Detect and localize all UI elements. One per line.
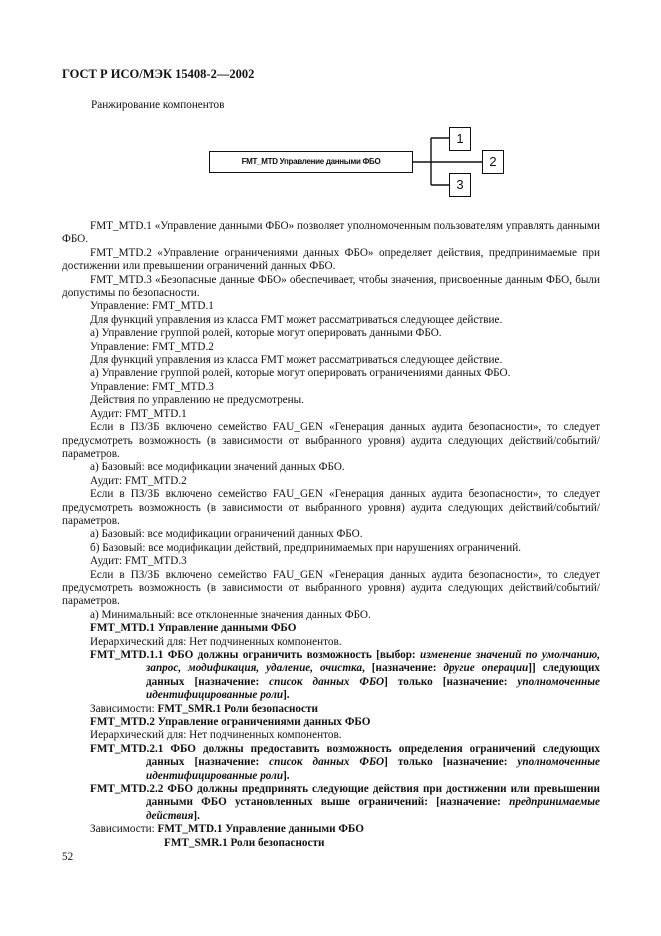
element-text: , [назначение: [362,662,444,675]
dependencies-label: Зависимости: [90,702,158,715]
element-text: ФБО должны предоставить возможность определения ограничений следующих данных [назначение: [146,742,600,769]
document-header: ГОСТ Р ИСО/МЭК 15408-2—2002 [62,67,255,81]
component-box-2: 2 [482,150,504,174]
element-text: ]. [283,689,290,702]
component-box-1: 1 [449,127,471,151]
component-title: FMT_MTD.1 Управление данными ФБО [90,622,297,635]
element-text: уполномоченные идентифицированные роли [146,756,600,782]
element-fmt-mtd-2-2 [62,783,600,823]
list-item: а) Базовый: все модификации значений данных ФБО. [90,461,345,474]
element-text: ]. [283,769,290,782]
element-id: FMT_MTD.1.1 [90,649,164,661]
dependencies [62,703,600,716]
hierarchy-text: Иерархический для: Нет подчиненных компонентов. [90,635,342,648]
paragraph: FMT_MTD.1 «Управление данными ФБО» позволяет уполномоченным пользователям управлять данными ФБО. [62,220,600,246]
paragraph: Действия по управлению не предусмотрены. [90,394,304,407]
dependencies [62,823,600,836]
list-item: а) Управление группой ролей, которые могут оперировать ограничениями данных ФБО. [90,367,511,380]
element-text: ]. [193,809,200,822]
section-title: Ранжирование компонентов [91,99,225,111]
ranking-diagram [205,122,515,198]
paragraph: Если в ПЗ/ЗБ включено семейство FAU_GEN «Генерация данных аудита безопасности», то следует предусмотреть возможность (в зависимости от выбранного уровня) аудита следующих действий/событий/параметров. [62,488,600,527]
element-text: другие операции [443,662,529,675]
list-item: а) Управление группой ролей, которые могут оперировать данными ФБО. [90,327,442,340]
element-text: ]] следующих данных [назначение: [146,662,600,688]
element-fmt-mtd-1-1 [62,649,600,703]
element-text: уполномоченные идентифицированные роли [146,675,600,702]
list-item: а) Минимальный: все отклоненные значения данных ФБО. [90,608,371,621]
paragraph: FMT_MTD.2 «Управление ограничениями данных ФБО» определяет действия, предпринимаемые при достижении или превышении ограничений данных ФБО. [62,246,600,273]
element-text: ФБО должны ограничить возможность [выбор: [163,649,420,661]
dependency: FMT_MTD.1 Управление данными ФБО [157,823,364,836]
element-text: ] только [назначение: [384,675,518,688]
component-title: FMT_MTD.2 Управление ограничениями данных ФБО [90,716,371,729]
audit-heading: Аудит: FMT_MTD.3 [90,555,187,568]
paragraph: Если в ПЗ/ЗБ включено семейство FAU_GEN «Генерация данных аудита безопасности», то следует предусмотреть возможность (в зависимости от выбранного уровня) аудита следующих действий/событий/параметров. [62,421,600,460]
audit-heading: Аудит: FMT_MTD.2 [90,474,187,487]
element-text: предпринимаемые действия [146,796,600,822]
element-fmt-mtd-2-1 [62,743,600,783]
paragraph: Для функций управления из класса FMT может рассматриваться следующее действие. [90,313,503,326]
dependency: FMT_SMR.1 Роли безопасности [164,836,325,849]
paragraph: Если в ПЗ/ЗБ включено семейство FAU_GEN «Генерация данных аудита безопасности», то следует предусмотреть возможность (в зависимости от выбранного уровня) аудита следующих действий/событий/параметров. [62,568,600,608]
element-text: ФБО должны предпринять следующие действия при достижении или превышении данными ФБО установленных выше ограничений: [назначение: [146,783,600,809]
family-box: FMT_MTD Управление данными ФБО [209,151,413,173]
hierarchy-text: Иерархический для: Нет подчиненных компонентов. [90,729,342,742]
component-box-3: 3 [449,173,471,197]
element-text: список данных ФБО [269,675,385,688]
list-item: б) Базовый: все модификации действий, предпринимаемых при нарушениях ограничений. [90,541,521,554]
element-text: изменение значений по умолчанию, запрос, модификация, удаление, очистка [146,649,600,675]
management-heading: Управление: FMT_MTD.1 [90,300,214,313]
paragraph: FMT_MTD.3 «Безопасные данные ФБО» обеспечивает, чтобы значения, присвоенные данным ФБО, были допустимы по безопасности. [62,273,600,300]
dependencies-label: Зависимости: [90,823,158,836]
element-text: ] только [назначение: [384,756,518,769]
body-text [62,220,600,850]
list-item: а) Базовый: все модификации ограничений данных ФБО. [90,528,363,541]
audit-heading: Аудит: FMT_MTD.1 [90,407,187,420]
paragraph: Для функций управления из класса FMT может рассматриваться следующее действие. [90,354,503,367]
element-text: список данных ФБО [269,756,385,769]
element-id: FMT_MTD.2.2 [90,783,164,796]
management-heading: Управление: FMT_MTD.2 [90,340,214,353]
dependency: FMT_SMR.1 Роли безопасности [157,702,318,715]
management-heading: Управление: FMT_MTD.3 [90,380,214,393]
element-id: FMT_MTD.2.1 [90,742,164,755]
page-number: 52 [62,851,74,863]
